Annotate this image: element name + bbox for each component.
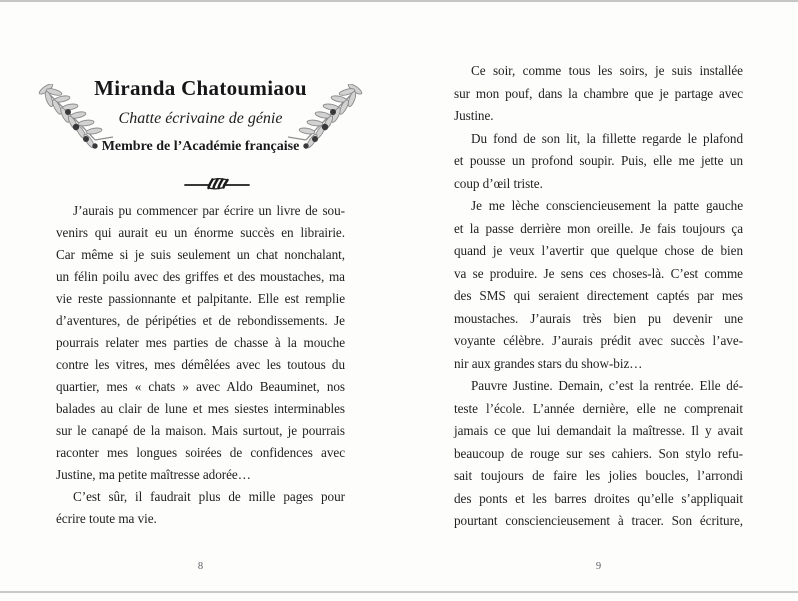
text-line: contre les vitres, mes démêlées avec les toutous du <box>56 357 345 372</box>
right-page <box>454 0 743 591</box>
text-line: pourtant consciencieusement à tracer. Son écriture, <box>454 513 743 528</box>
text-line: C’est sûr, il faudrait plus de mille pages pour <box>73 489 345 504</box>
left-page-text <box>56 200 345 530</box>
text-line: sait toujours de faire les jolies boucles, l’arrondi <box>454 468 743 483</box>
text-line: vie reste passionnante et palpitante. Elle est remplie <box>56 291 345 306</box>
text-line: J’aurais pu commencer par écrire un livre de sou- <box>73 203 345 218</box>
text-line: teste l’école. L’année dernière, elle ne comprenait <box>454 400 743 416</box>
page-number-right: 9 <box>595 561 602 572</box>
text-line: nir aux grandes stars du show-biz… <box>454 355 643 371</box>
text-line: et la passe derrière mon oreille. Je fais toujours ça <box>454 220 743 236</box>
text-line: Ce soir, comme tous les soirs, je suis installée <box>471 63 743 78</box>
text-line: des SMS qui seraient directement captés par mes <box>454 288 743 303</box>
rope-twist-divider-icon <box>183 176 251 192</box>
text-line: Justine. <box>454 108 494 123</box>
text-line: quand je veux l’avertir que quelque chose de bien <box>454 243 743 258</box>
text-line: écrire toute ma vie. <box>56 511 157 526</box>
author-name: Miranda Chatoumiaou <box>94 76 307 100</box>
text-line: balades au clair de lune et mes siestes interminables <box>56 401 345 416</box>
text-line: sur le canapé de la maison. Mais surtout, je pourrais <box>56 423 345 438</box>
window-bottom-border <box>0 591 798 593</box>
text-line: quartier, mes « chats » avec Aldo Beauminet, nos <box>56 379 345 394</box>
text-line: venirs qui aurait eu un énorme succès en librairie. <box>56 225 345 240</box>
left-page <box>56 0 345 591</box>
text-line: voyante célèbre. J’aurais prédit avec succès l’ave- <box>454 333 743 348</box>
text-line: pourrais relater mes parties de chasse à la mouche <box>56 335 345 350</box>
text-line: et pousse un profond soupir. Puis, elle me jette un <box>454 153 743 168</box>
text-line: coup d’œil triste. <box>454 175 543 191</box>
text-line: raconter mes longues soirées de confidences avec <box>56 445 345 460</box>
author-role: Chatte écrivaine de génie <box>118 110 283 127</box>
text-line: d’aventures, de péripéties et de rebondissements. Je <box>56 313 345 328</box>
right-page-text <box>454 60 743 533</box>
text-line: Justine, ma petite maîtresse adorée… <box>56 467 251 482</box>
text-line: jamais ce que lui demandait la maîtresse. Il y avait <box>454 423 743 438</box>
text-line: Car même si je suis seulement un chat nonchalant, <box>56 247 345 262</box>
text-line: des ponts et les barres droites qu’elle s’appliquait <box>454 490 743 506</box>
text-line: Du fond de son lit, la fillette regarde le plafond <box>471 130 743 146</box>
text-line: Je me lèche consciencieusement la patte gauche <box>471 198 743 213</box>
text-line: va se produire. Je sens ces choses-là. C’est comme <box>454 265 743 281</box>
text-line: un félin poilu avec des griffes et des moustaches, ma <box>56 269 345 284</box>
text-line: moustaches. J’aurais très bien pu devenir une <box>454 310 743 326</box>
text-line: beaucoup de rouge sur ses cahiers. Son stylo refu- <box>454 445 743 461</box>
page-number-left: 8 <box>197 561 204 572</box>
author-affiliation: Membre de l’Académie française <box>101 139 300 154</box>
text-line: sur mon pouf, dans la chambre que je partage avec <box>454 85 743 101</box>
text-line: Pauvre Justine. Demain, c’est la rentrée. Elle dé- <box>471 378 743 393</box>
